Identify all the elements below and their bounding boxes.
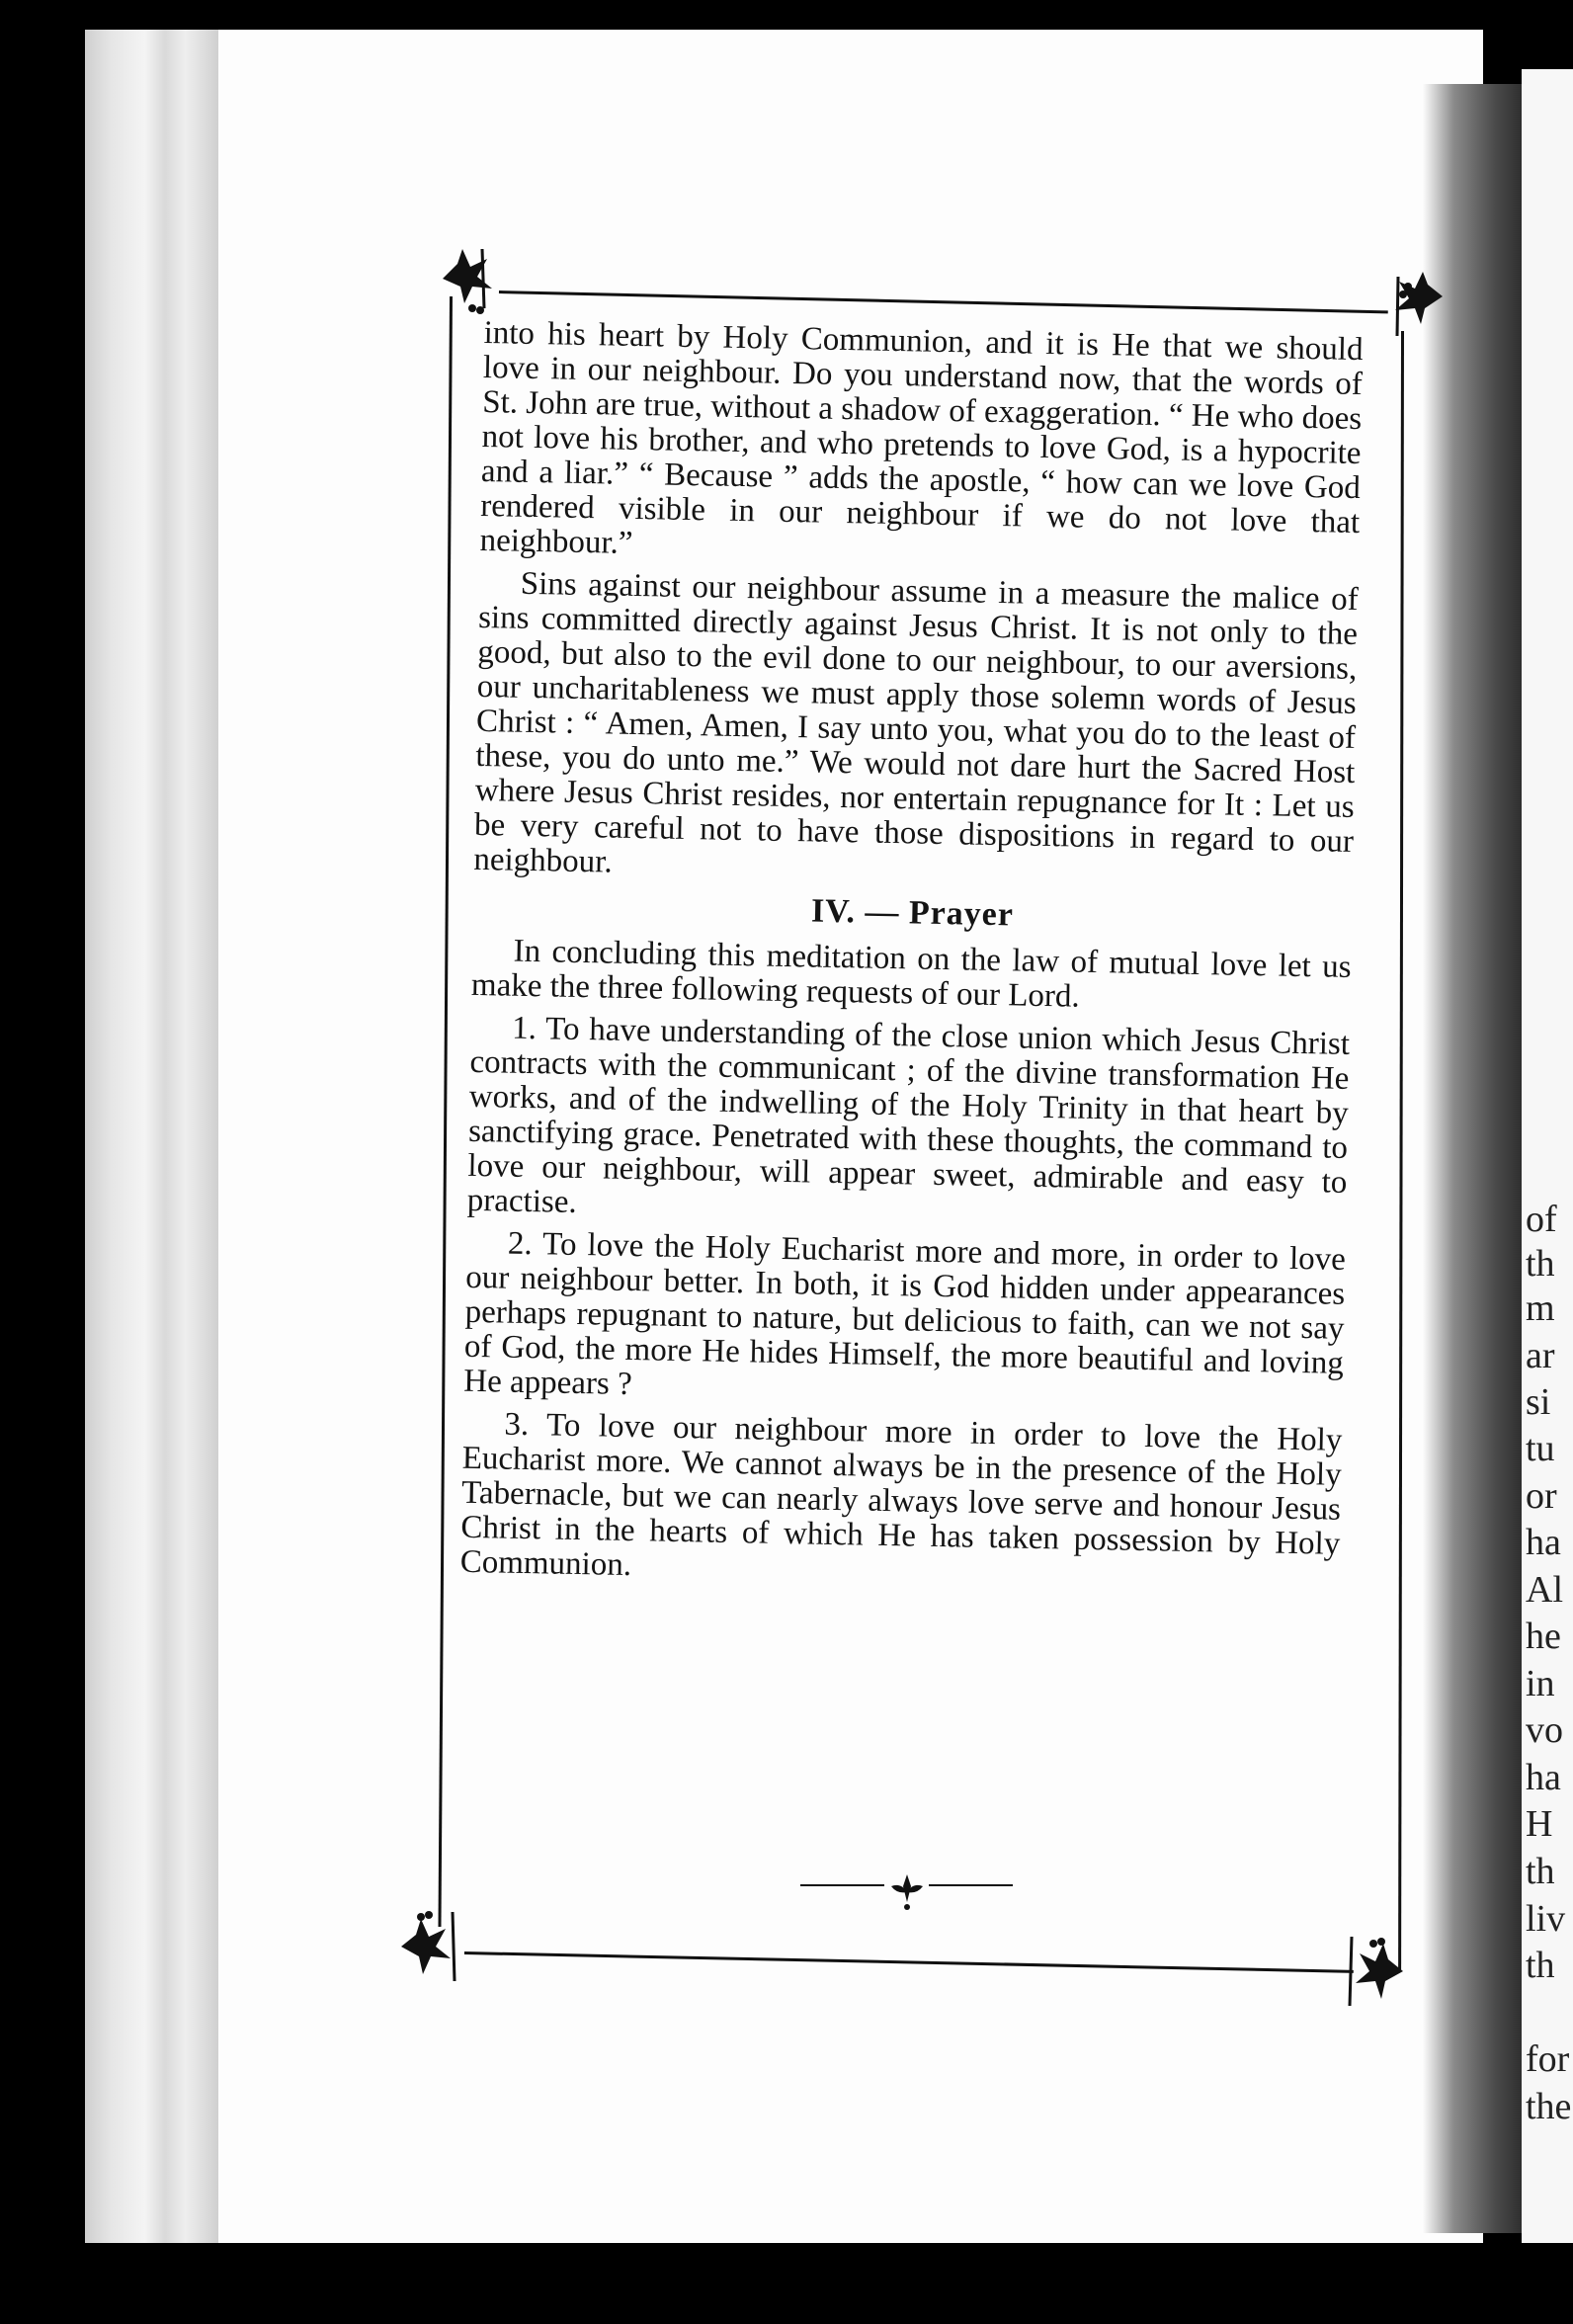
- facing-page-text-fragment: he: [1526, 1616, 1561, 1657]
- facing-page-text-fragment: or: [1526, 1475, 1557, 1517]
- paragraph: into his heart by Holy Communion, and it is He that we should love in our neighbour. Do you understand now, that the words of St. John are true, without a shadow of exaggeration. “ He who does not love his brother, and who pretends to love God, is a hypocrite and a liar.” “ Because ” adds the apostle, “ how can we love God rendered visible in our neighbour if we do not love that neighbour.”: [479, 315, 1364, 561]
- facing-page-text-fragment: th: [1526, 1243, 1555, 1285]
- facing-page-text-fragment: tu: [1526, 1428, 1555, 1469]
- paragraph: 2. To love the Holy Eucharist more and more, in order to love our neighbour better. In both, it is God hidden under appearances perhaps repugnant to nature, but delicious to faith, can we not say of God, the more He hides Himself, the more beautiful and loving He appears ?: [462, 1225, 1347, 1403]
- paragraph: 3. To love our neighbour more in order to love the Holy Eucharist more. We cannot always be in the presence of the Holy Tabernacle, but we can nearly always love serve and honour Jesus Christ in the hearts of which He has taken possession by Holy Communion.: [459, 1406, 1343, 1584]
- section-heading: IV. — Prayer: [810, 892, 1015, 934]
- facing-page-text-fragment: of: [1526, 1199, 1557, 1240]
- facing-page-text-fragment: H: [1526, 1803, 1553, 1845]
- facing-page-text-fragment: ha: [1526, 1757, 1561, 1798]
- page-text: [459, 316, 1364, 1605]
- vine-leaf-corner-icon: [433, 239, 512, 318]
- facing-page-text-fragment: m: [1526, 1287, 1555, 1329]
- page-edges: [85, 30, 218, 2243]
- paragraph: Sins against our neighbour assume in a measure the malice of sins committed directly against Jesus Christ. It is not only to the good, but also to the evil done to our neighbour, to our aversions, our uncharitableness we must apply those solemn words of Jesus Christ : “ Amen, Amen, I say unto you, what you do to the least of these, you do unto me.” We would not dare hurt the Sacred Host where Jesus Christ resides, nor entertain repugnance for It : Let us be very careful not to have those dispositions in regard to our neighbour.: [473, 565, 1359, 880]
- facing-page-text-fragment: si: [1526, 1381, 1551, 1423]
- paragraph: 1. To have understanding of the close union which Jesus Christ contracts with the communicant ; of the divine transformation He works, and of the indwelling of the Holy Trinity in that heart by sanctifying grace. Penetrated with these thoughts, the command to love our neighbour, will appear sweet, admirable and easy to practise.: [466, 1010, 1351, 1220]
- facing-page-text-fragment: ha: [1526, 1522, 1561, 1563]
- facing-page-text-fragment: th: [1526, 1851, 1555, 1892]
- fleuron-icon: [800, 1872, 1013, 1912]
- facing-page-fragment: [1522, 69, 1573, 2243]
- facing-page-text-fragment: the: [1526, 2086, 1572, 2127]
- facing-page-text-fragment: liv: [1526, 1898, 1566, 1940]
- facing-page-text-fragment: vo: [1526, 1709, 1563, 1751]
- vine-leaf-corner-icon: [1373, 267, 1452, 346]
- facing-page-text-fragment: for: [1526, 2038, 1570, 2080]
- paragraph: In concluding this meditation on the law of mutual love let us make the three following requests of our Lord.: [470, 933, 1352, 1015]
- facing-page-text-fragment: Al: [1526, 1569, 1563, 1611]
- vine-leaf-corner-icon: [391, 1907, 470, 1986]
- facing-page-text-fragment: in: [1526, 1663, 1555, 1704]
- vine-leaf-corner-icon: [1334, 1932, 1413, 2011]
- facing-page-text-fragment: ar: [1526, 1335, 1555, 1376]
- facing-page-text-fragment: th: [1526, 1945, 1555, 1986]
- book-spine-shadow: [1423, 84, 1527, 2233]
